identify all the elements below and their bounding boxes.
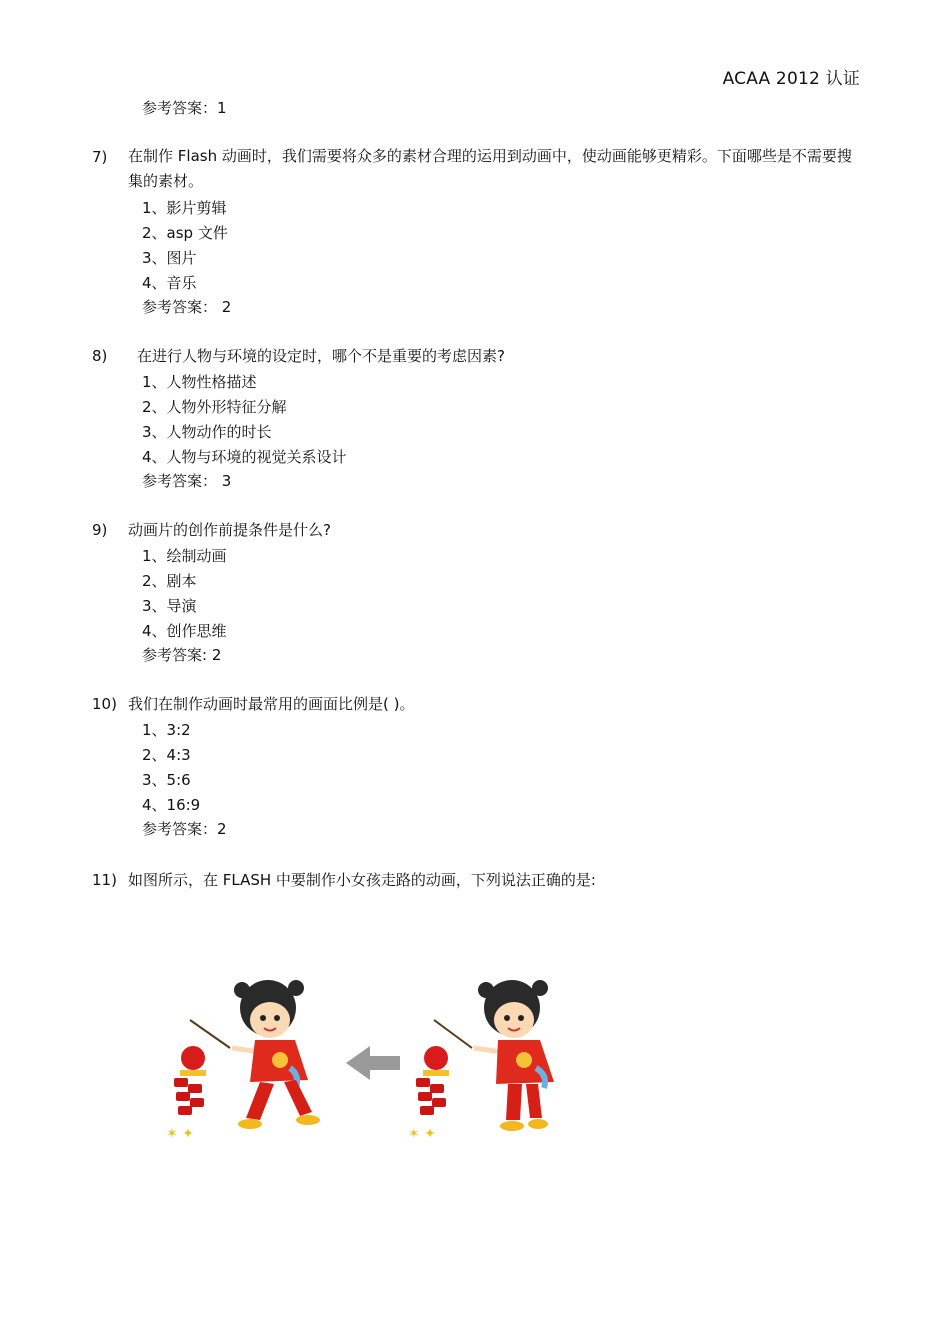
answer-line: 参考答案： 2 <box>142 298 232 316</box>
answer-line: 参考答案：2 <box>142 820 227 838</box>
question-number: 10) <box>92 695 117 713</box>
svg-text:✶ ✦: ✶ ✦ <box>166 1126 194 1142</box>
svg-text:✶ ✦: ✶ ✦ <box>408 1126 436 1142</box>
option: 2、4:3 <box>142 746 191 764</box>
option: 3、图片 <box>142 249 197 267</box>
question-number: 8) <box>92 347 108 365</box>
option: 2、asp 文件 <box>142 224 228 242</box>
page-header: ACAA 2012 认证 <box>722 69 860 89</box>
question-text: 在进行人物与环境的设定时，哪个不是重要的考虑因素? <box>137 347 505 365</box>
option: 3、导演 <box>142 597 197 615</box>
option: 4、人物与环境的视觉关系设计 <box>142 448 347 466</box>
option: 4、16:9 <box>142 796 201 814</box>
option: 4、音乐 <box>142 274 197 292</box>
option: 1、人物性格描述 <box>142 373 257 391</box>
option: 2、剧本 <box>142 572 197 590</box>
question-text: 我们在制作动画时最常用的画面比例是( )。 <box>128 695 415 713</box>
question-text: 如图所示，在 FLASH 中要制作小女孩走路的动画，下列说法正确的是: <box>128 871 596 889</box>
question-number: 9) <box>92 521 108 539</box>
question-number: 11) <box>92 871 117 889</box>
option: 2、人物外形特征分解 <box>142 398 287 416</box>
option: 3、5:6 <box>142 771 191 789</box>
girl-frame-left-illustration <box>166 980 320 1142</box>
walking-girl-figure <box>150 960 590 1160</box>
answer-line: 参考答案: 2 <box>142 646 222 664</box>
option: 4、创作思维 <box>142 622 227 640</box>
question-text: 在制作 Flash 动画时，我们需要将众多的素材合理的运用到动画中，使动画能够更精彩。下面哪些是不需要搜集的素材。 <box>128 147 852 190</box>
arrow-left-icon <box>346 1046 400 1080</box>
option: 3、人物动作的时长 <box>142 423 272 441</box>
option: 1、3:2 <box>142 721 191 739</box>
question-text: 动画片的创作前提条件是什么? <box>128 521 331 539</box>
question-number: 7) <box>92 148 108 166</box>
answer-line: 参考答案：1 <box>142 99 227 117</box>
option: 1、绘制动画 <box>142 547 227 565</box>
option: 1、影片剪辑 <box>142 199 227 217</box>
girl-frame-right-illustration <box>408 980 554 1142</box>
answer-line: 参考答案： 3 <box>142 472 232 490</box>
